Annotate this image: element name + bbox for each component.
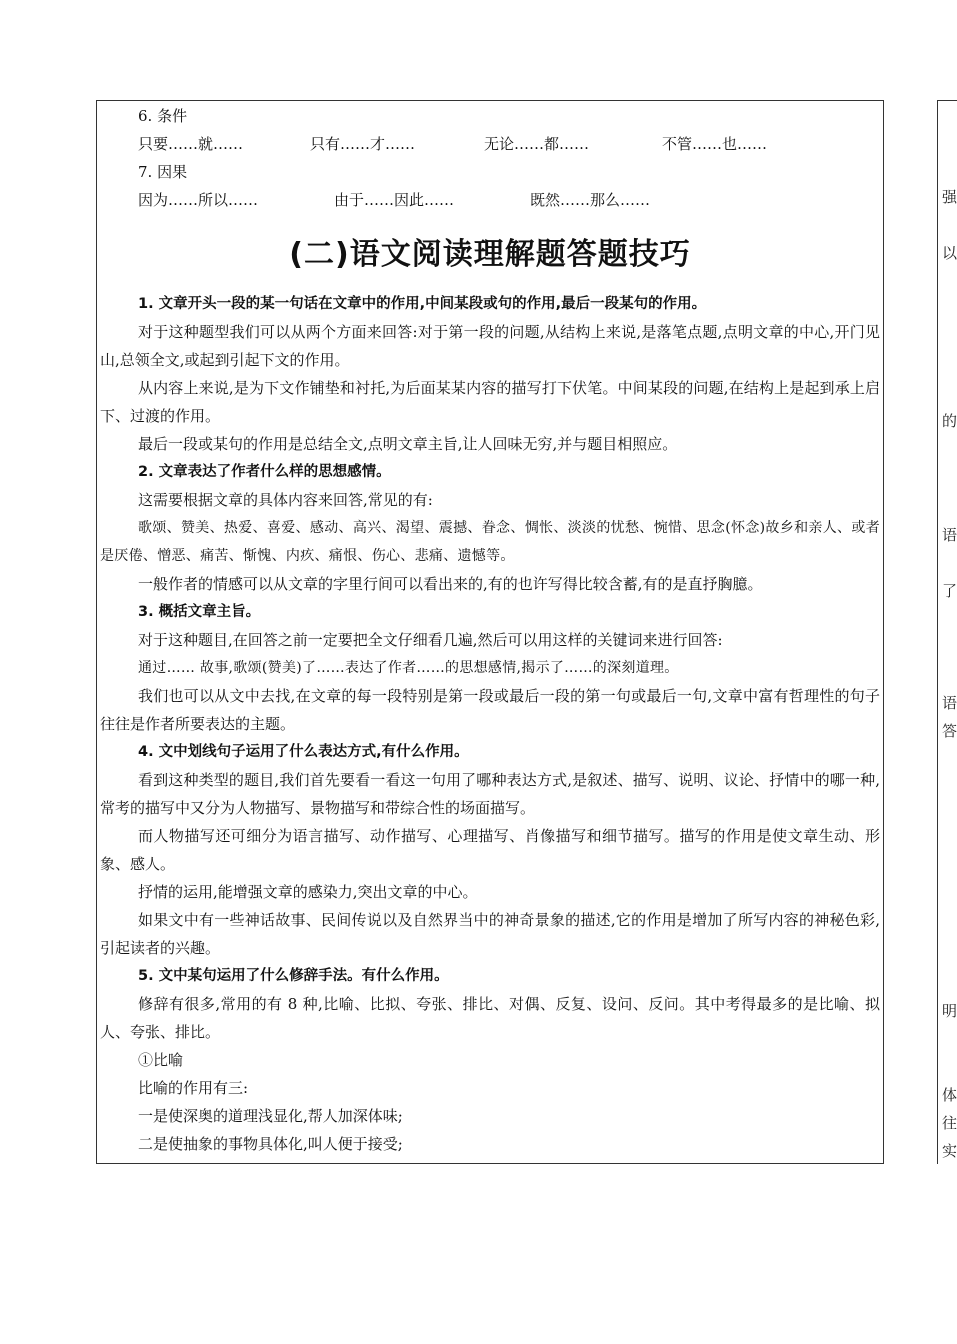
page-content — [100, 102, 880, 1158]
paragraph: 对于这种题目,在回答之前一定要把全文仔细看几遍,然后可以用这样的关键词来进行回答: — [138, 631, 723, 649]
paragraph: 如果文中有一些神话故事、民间传说以及自然界当中的神奇景象的描述,它的作用是增加了所写内容的神秘色彩,引起读者的兴趣。 — [100, 911, 880, 957]
item7-label: 7. 因果 — [138, 163, 188, 181]
paragraph: 我们也可以从文中去找,在文章的每一段特别是第一段或最后一段的第一句或最后一句,文章中富有哲理性的句子往往是作者所要表达的主题。 — [100, 687, 880, 733]
paragraph: 一般作者的情感可以从文章的字里行间可以看出来的,有的也许写得比较含蓄,有的是直抒胸臆。 — [138, 575, 763, 593]
section-1-heading: 1. 文章开头一段的某一句话在文章中的作用,中间某段或句的作用,最后一段某句的作用。 — [138, 296, 707, 312]
paragraph: 二是使抽象的事物具体化,叫人便于接受; — [138, 1135, 403, 1153]
example: 既然……那么…… — [530, 191, 651, 209]
edge-glyph: 语 — [942, 526, 957, 544]
emotion-list: 歌颂、赞美、热爱、喜爱、感动、高兴、渴望、震撼、眷念、惆怅、淡淡的忧愁、惋惜、思念(怀念)故乡和亲人、或者是厌倦、憎恶、痛苦、惭愧、内疚、痛恨、伤心、悲痛、遗憾等。 — [100, 520, 880, 564]
edge-glyph: 强 — [942, 188, 957, 206]
edge-glyph: 答 — [942, 722, 957, 740]
example: 因为……所以…… — [138, 191, 259, 209]
edge-glyph: 往 — [942, 1114, 957, 1132]
section-3-heading: 3. 概括文章主旨。 — [138, 604, 261, 620]
edge-glyph: 实 — [942, 1142, 957, 1160]
item6-label: 6. 条件 — [138, 107, 188, 125]
section-5-heading: 5. 文中某句运用了什么修辞手法。有什么作用。 — [138, 968, 449, 984]
example: 只要……就…… — [138, 135, 244, 153]
edge-glyph: 体 — [942, 1086, 957, 1104]
paragraph: 一是使深奥的道理浅显化,帮人加深体味; — [138, 1107, 403, 1125]
section-title: (二)语文阅读理解题答题技巧 — [289, 237, 691, 272]
example: 无论……都…… — [484, 135, 590, 153]
paragraph: 这需要根据文章的具体内容来回答,常见的有: — [138, 491, 433, 509]
paragraph: 最后一段或某句的作用是总结全文,点明文章主旨,让人回味无穷,并与题目相照应。 — [138, 435, 678, 453]
paragraph: 从内容上来说,是为下文作铺垫和衬托,为后面某某内容的描写打下伏笔。中间某段的问题,在结构上是起到承上启下、过渡的作用。 — [100, 379, 880, 425]
section-2-heading: 2. 文章表达了作者什么样的思想感情。 — [138, 464, 391, 480]
paragraph: 抒情的运用,能增强文章的感染力,突出文章的中心。 — [138, 883, 478, 901]
item7-examples — [100, 186, 880, 214]
edge-glyph: 以 — [942, 244, 957, 262]
edge-glyph: 语 — [942, 694, 957, 712]
example: 只有……才…… — [310, 135, 416, 153]
edge-glyph: 的 — [942, 412, 957, 430]
subheading-metaphor: ①比喻 — [138, 1051, 184, 1069]
example: 由于……因此…… — [334, 191, 455, 209]
paragraph: 而人物描写还可细分为语言描写、动作描写、心理描写、肖像描写和细节描写。描写的作用是使文章生动、形象、感人。 — [100, 827, 880, 873]
section-4-heading: 4. 文中划线句子运用了什么表达方式,有什么作用。 — [138, 744, 469, 760]
answer-template: 通过…… 故事,歌颂(赞美)了……表达了作者……的思想感情,揭示了……的深刻道理。 — [138, 660, 679, 676]
edge-glyph: 明 — [942, 1002, 957, 1020]
paragraph: 对于这种题型我们可以从两个方面来回答:对于第一段的问题,从结构上来说,是落笔点题,点明文章的中心,开门见山,总领全文,或起到引起下文的作用。 — [100, 323, 880, 369]
edge-glyph: 了 — [942, 582, 957, 600]
example: 不管……也…… — [662, 135, 768, 153]
paragraph: 修辞有很多,常用的有 8 种,比喻、比拟、夸张、排比、对偶、反复、设问、反问。其中考得最多的是比喻、拟人、夸张、排比。 — [100, 995, 880, 1041]
item6-examples — [100, 130, 880, 158]
paragraph: 看到这种类型的题目,我们首先要看一看这一句用了哪种表达方式,是叙述、描写、说明、议论、抒情中的哪一种,常考的描写中又分为人物描写、景物描写和带综合性的场面描写。 — [100, 771, 880, 817]
paragraph: 比喻的作用有三: — [138, 1079, 249, 1097]
